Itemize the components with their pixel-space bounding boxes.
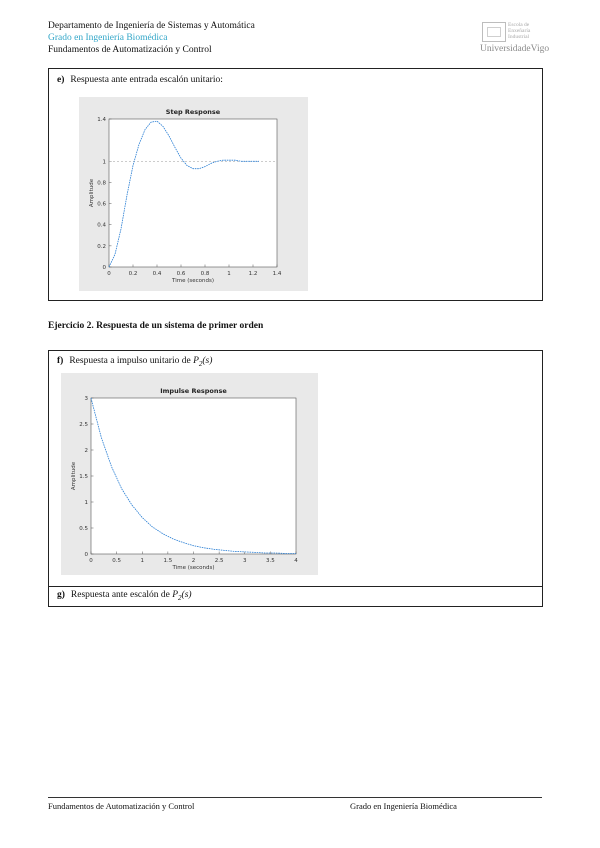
math-arg-2: (s) — [181, 590, 192, 600]
item-g-text: Respuesta ante escalón de — [70, 590, 173, 600]
axes-area — [91, 398, 296, 554]
logo-university-name: UniversidadeVigo — [480, 44, 550, 54]
x-tick-label: 4 — [294, 558, 298, 564]
footer-right: Grado en Ingeniería Biomédica — [350, 801, 457, 811]
answer-box-e — [48, 68, 543, 301]
item-f-label — [57, 356, 212, 368]
x-tick-label: 3 — [243, 558, 247, 564]
y-tick-label: 0.2 — [97, 243, 106, 250]
answer-box-f — [48, 350, 543, 588]
x-tick-label: 0 — [89, 558, 93, 564]
y-axis-label: Amplitude — [89, 178, 95, 208]
x-tick-label: 2 — [191, 558, 196, 564]
logo-faculty-text: Escola de Enxeñaría Industrial — [508, 22, 531, 40]
x-axis-label: Time (seconds) — [172, 565, 215, 571]
math-p-2: P — [172, 590, 179, 600]
item-g-label — [57, 590, 192, 602]
item-e-letter: e) — [57, 75, 65, 85]
x-tick-label: 1.2 — [248, 271, 258, 277]
y-tick-label: 0.4 — [97, 222, 106, 229]
item-g-letter: g) — [57, 590, 65, 600]
y-tick-label: 2.5 — [79, 422, 88, 428]
page-header — [48, 20, 255, 56]
section-title: Ejercicio 2. Respuesta de un sistema de primer orden — [48, 321, 264, 331]
answer-box-g — [48, 586, 543, 607]
x-tick-label: 0.5 — [112, 558, 121, 564]
math-p: P — [193, 356, 199, 366]
y-tick-label: 0 — [102, 265, 106, 271]
y-axis-label: Amplitude — [71, 461, 77, 491]
header-degree: Grado en Ingeniería Biomédica — [48, 33, 168, 43]
university-logo — [478, 22, 548, 54]
x-tick-label: 0.6 — [176, 271, 186, 277]
y-tick-label: 0.5 — [79, 526, 88, 532]
chart-title: Impulse Response — [160, 387, 227, 395]
y-tick-label: 1.5 — [79, 474, 88, 480]
header-course: Fundamentos de Automatización y Control — [48, 45, 212, 55]
y-tick-label: 2 — [84, 448, 88, 454]
x-tick-label: 0.4 — [152, 271, 162, 277]
x-tick-label: 0.8 — [200, 271, 210, 277]
y-tick-label: 1 — [102, 159, 106, 166]
y-tick-label: 1.4 — [97, 117, 106, 123]
y-tick-label: 3 — [84, 396, 88, 402]
x-tick-label: 3.5 — [266, 558, 275, 564]
x-tick-label: 1.5 — [163, 558, 173, 564]
item-e-text: Respuesta ante entrada escalón unitario: — [70, 75, 223, 85]
school-emblem-icon — [482, 22, 506, 42]
impulse-response-plot — [61, 373, 318, 575]
y-tick-label: 0.6 — [97, 201, 106, 208]
footer-left: Fundamentos de Automatización y Control — [48, 801, 195, 811]
step-response-chart — [79, 97, 308, 291]
chart-title: Step Response — [165, 108, 221, 116]
y-tick-label: 1 — [84, 500, 88, 506]
math-sub-2: 2 — [178, 593, 182, 602]
impulse-response-chart — [61, 373, 318, 575]
y-tick-label: 0.8 — [97, 180, 106, 187]
axes-area — [109, 119, 277, 267]
x-tick-label: 1 — [140, 558, 144, 564]
item-f-text: Respuesta a impulso unitario de — [69, 356, 194, 366]
x-tick-label: 0 — [107, 271, 111, 277]
item-e-label — [57, 75, 223, 85]
x-tick-label: 0.2 — [128, 271, 138, 277]
math-sub: 2 — [198, 359, 203, 368]
header-department: Departamento de Ingeniería de Sistemas y Automática — [48, 21, 255, 31]
x-tick-label: 1 — [227, 271, 231, 277]
math-arg: (s) — [202, 356, 213, 366]
y-tick-label: 0 — [84, 552, 88, 558]
x-axis-label: Time (seconds) — [172, 278, 214, 284]
step-response-plot — [79, 97, 308, 291]
x-tick-label: 1.4 — [272, 271, 282, 277]
footer-rule — [48, 797, 542, 798]
x-tick-label: 2.5 — [214, 558, 224, 564]
item-f-letter: f) — [57, 356, 64, 366]
